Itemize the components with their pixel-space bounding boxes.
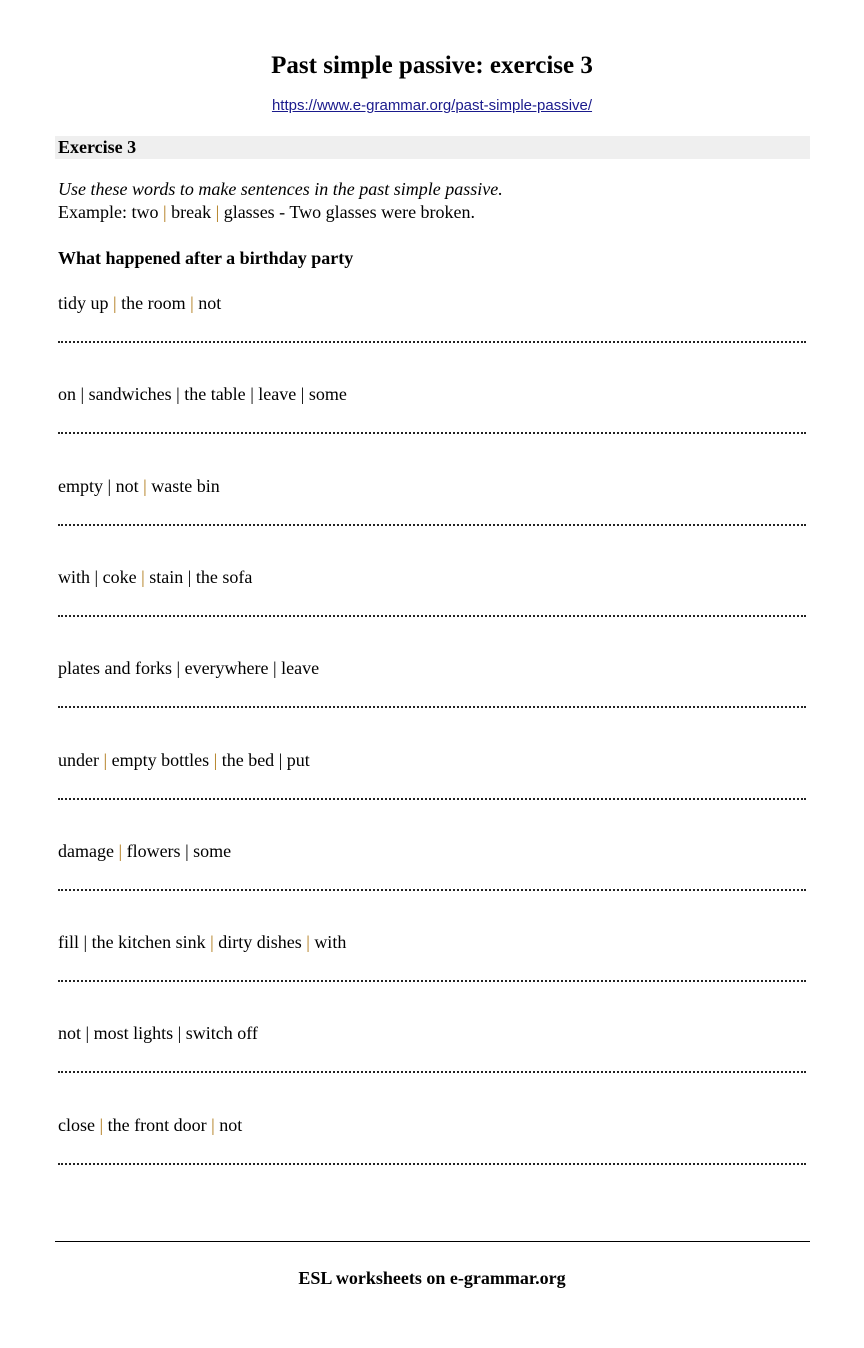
item-word: tidy up (58, 293, 109, 313)
exercise-header-bar (55, 136, 810, 159)
answer-line[interactable] (58, 615, 806, 617)
exercise-item (58, 841, 808, 862)
example-separator: | (215, 202, 220, 222)
item-word: under (58, 750, 99, 770)
item-word: close (58, 1115, 95, 1135)
item-word: leave (258, 384, 297, 404)
word-separator: | (76, 384, 89, 404)
item-word: waste bin (151, 476, 220, 496)
word-separator: | (301, 932, 315, 952)
item-prompt (58, 841, 808, 862)
word-separator: | (81, 1023, 94, 1043)
exercise-instruction: Use these words to make sentences in the past simple passive. (58, 179, 503, 199)
item-word: sandwiches (88, 384, 172, 404)
item-word: damage (58, 841, 114, 861)
answer-line[interactable] (58, 889, 806, 891)
item-word: switch off (185, 1023, 258, 1043)
word-separator: | (98, 750, 112, 770)
word-separator: | (90, 567, 103, 587)
item-word: not (58, 1023, 82, 1043)
word-separator: | (296, 384, 309, 404)
word-separator: | (268, 658, 282, 678)
answer-line[interactable] (58, 524, 806, 526)
item-word: most lights (93, 1023, 174, 1043)
item-word: the room (121, 293, 186, 313)
item-word: with (314, 932, 347, 952)
word-separator: | (138, 476, 152, 496)
example-separator: | (162, 202, 167, 222)
answer-line[interactable] (58, 1071, 806, 1073)
page-title: Past simple passive: exercise 3 (271, 52, 593, 79)
exercise-item (58, 1115, 808, 1136)
item-prompt (58, 1023, 808, 1044)
word-separator: | (209, 750, 222, 770)
answer-line[interactable] (58, 706, 806, 708)
item-word: not (115, 476, 139, 496)
word-separator: | (274, 750, 287, 770)
word-separator: | (173, 1023, 186, 1043)
exercise-item (58, 932, 808, 953)
word-separator: | (108, 293, 122, 313)
answer-line[interactable] (58, 980, 806, 982)
item-word: with (58, 567, 91, 587)
answer-line[interactable] (58, 798, 806, 800)
word-separator: | (205, 932, 219, 952)
item-word: the table (184, 384, 246, 404)
exercise-item (58, 567, 808, 588)
answer-line[interactable] (58, 432, 806, 434)
item-word: stain (149, 567, 184, 587)
word-separator: | (113, 841, 127, 861)
word-separator: | (185, 293, 199, 313)
word-separator: | (79, 932, 92, 952)
item-word: flowers (126, 841, 181, 861)
word-separator: | (183, 567, 196, 587)
item-word: the sofa (195, 567, 253, 587)
word-separator: | (171, 658, 185, 678)
item-prompt (58, 293, 808, 314)
item-word: some (193, 841, 232, 861)
item-word: leave (281, 658, 320, 678)
answer-line[interactable] (58, 341, 806, 343)
item-word: not (198, 293, 222, 313)
item-word: dirty dishes (218, 932, 302, 952)
example-text: Example: two (58, 202, 163, 222)
exercise-item (58, 658, 808, 679)
word-separator: | (245, 384, 259, 404)
item-prompt (58, 476, 808, 497)
item-word: not (219, 1115, 243, 1135)
word-separator: | (206, 1115, 220, 1135)
source-link[interactable]: https://www.e-grammar.org/past-simple-passive/ (271, 97, 593, 114)
item-word: empty (58, 476, 103, 496)
item-prompt (58, 932, 808, 953)
item-word: on (58, 384, 76, 404)
word-separator: | (136, 567, 150, 587)
exercise-item (58, 750, 808, 771)
item-prompt (58, 658, 808, 679)
item-prompt (58, 567, 808, 588)
item-word: the front door (107, 1115, 207, 1135)
word-separator: | (103, 476, 116, 496)
item-prompt (58, 750, 808, 771)
exercise-subheading: What happened after a birthday party (58, 248, 354, 268)
example-text: break (166, 202, 216, 222)
word-separator: | (94, 1115, 108, 1135)
item-prompt (58, 1115, 808, 1136)
footer-text: ESL worksheets on e-grammar.org (298, 1268, 566, 1288)
word-separator: | (171, 384, 185, 404)
item-word: some (308, 384, 347, 404)
answer-line[interactable] (58, 1163, 806, 1165)
exercise-item (58, 293, 808, 314)
example-text: glasses - Two glasses were broken. (219, 202, 476, 222)
footer-divider (55, 1241, 810, 1242)
item-prompt (58, 384, 808, 405)
exercise-label: Exercise 3 (58, 137, 137, 157)
item-word: the bed (221, 750, 275, 770)
exercise-item (58, 476, 808, 497)
item-word: plates and forks (58, 658, 172, 678)
exercise-item (58, 384, 808, 405)
exercise-example (58, 202, 475, 223)
item-word: put (286, 750, 310, 770)
item-word: coke (102, 567, 137, 587)
exercise-item (58, 1023, 808, 1044)
item-word: the kitchen sink (91, 932, 206, 952)
item-word: fill (58, 932, 79, 952)
item-word: empty bottles (111, 750, 210, 770)
word-separator: | (180, 841, 194, 861)
item-word: everywhere (184, 658, 269, 678)
